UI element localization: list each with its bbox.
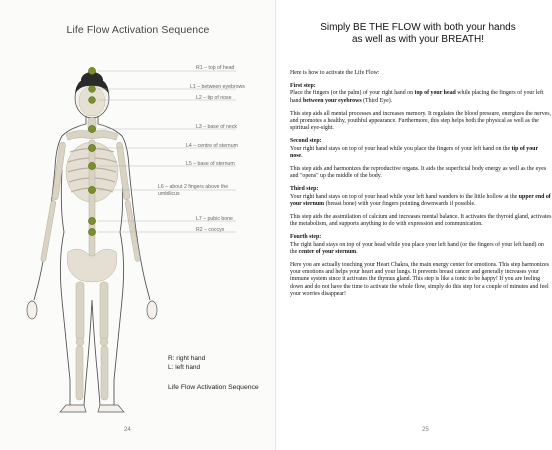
step-3-instruction — [290, 186, 552, 208]
step-1-bold-1: top of your head — [414, 90, 456, 97]
left-page-title: Life Flow Activation Sequence — [66, 24, 210, 36]
point-l7 — [88, 217, 95, 224]
step-1-description: This step aids all mental processes and increases memory. It regulates the blood pressure, energizes the nerves, and promotes a healthy, youthful appearance. Furthermore, this step helps both the physical as well as the spiritual eye-sight. — [290, 110, 552, 132]
label-l4: L4 – centre of sternum — [186, 143, 238, 149]
label-l3: L3 – base of neck — [196, 124, 237, 130]
step-1-text-3: (Third Eye). — [361, 97, 393, 104]
point-r2 — [88, 228, 95, 235]
point-r1 — [88, 67, 95, 74]
right-page — [276, 0, 552, 450]
legend-left-hand: L: left hand — [168, 364, 201, 371]
right-page-title — [292, 22, 544, 46]
title-line-1: Simply BE THE FLOW with both your hands — [320, 22, 516, 33]
step-1-bold-2: between your eyebrows — [302, 97, 362, 104]
label-r2: R2 – coccyx — [196, 227, 225, 233]
page-number-left: 24 — [124, 427, 131, 433]
label-l5: L5 – base of sternum — [186, 161, 235, 167]
step-3-text-2: (breast bone) with your fingers pointing downwards if possible. — [324, 200, 476, 207]
label-l2: L2 – tip of nose — [196, 95, 232, 101]
feet — [60, 405, 124, 412]
intro-paragraph: Here is how to activate the Life Flow: — [290, 70, 380, 76]
figure-caption: Life Flow Activation Sequence — [168, 384, 259, 391]
point-l3 — [88, 125, 95, 132]
point-l6 — [88, 186, 95, 193]
step-4-bold: center of your sternum — [298, 248, 357, 255]
step-1-text-2: while placing the fingers of your left hand — [290, 90, 544, 104]
step-3-bold: upper end of your sternum — [290, 193, 551, 207]
step-2-text-2: . — [301, 152, 303, 159]
step-2-description: This step aids and harmonizes the reproductive organs. It aids the superficial body energy as well as the eyes and "opens" up the middle of the body. — [290, 166, 547, 180]
step-3-description: This step aids the assimilation of calcium and increases mental balance. It activates the thyroid gland, activates the metabolism, and supports anything to do with expression and communication. — [290, 214, 552, 228]
step-1-text: Place the fingers (or the palm) of your right hand on — [290, 90, 415, 97]
legend-right-hand: R: right hand — [168, 355, 206, 362]
step-1-instruction — [290, 83, 552, 105]
point-l1 — [89, 86, 96, 93]
step-4-heading: Fourth step: — [290, 234, 322, 241]
step-2-heading: Second step: — [290, 138, 322, 145]
head — [75, 72, 109, 118]
step-3-text: Your right hand stays on top of your head while your left hand wanders to the little hollow at the — [290, 193, 519, 200]
label-l1: L1 – between eyebrows — [190, 84, 245, 90]
step-2-text: Your right hand stays on top of your head while you place the fingers of your left hand on the — [290, 145, 512, 152]
point-l5 — [88, 162, 95, 169]
label-l6-line1: L6 – about 2 fingers above the — [158, 184, 229, 190]
step-2-bold: tip of your nose — [290, 145, 538, 159]
step-4-description: Here you are actually touching your Heart Chakra, the main energy center for emotions. This step harmonizes your emotions and helps your heart and your lungs. It prevents breast cancer and generally increases your immune system since it activates the thymus gland. This step is like a tonic to be happy! If you are feeling down and do not have the time to activate the whole flow, simply do this step for a couple of minutes and feel your worries disappear! — [290, 262, 549, 297]
step-4-text: The right hand stays on top of your head while you place your left hand (or the fingers of your left hand) on the — [290, 241, 544, 255]
label-l7: L7 – pubic bone — [196, 216, 233, 222]
label-l6-line2: umbilicus — [158, 191, 180, 197]
step-2-instruction — [290, 138, 552, 160]
step-1-heading: First step: — [290, 83, 316, 90]
instructions-body — [290, 70, 552, 304]
step-4-instruction — [290, 234, 552, 256]
step-3-heading: Third step: — [290, 186, 319, 193]
point-l2 — [89, 97, 96, 104]
label-r1: R1 – top of head — [196, 65, 235, 71]
point-l4 — [88, 144, 95, 151]
title-line-2: as well as with your BREATH! — [351, 34, 485, 45]
step-4-text-2: . — [356, 248, 358, 255]
page-number-right: 25 — [422, 427, 429, 433]
